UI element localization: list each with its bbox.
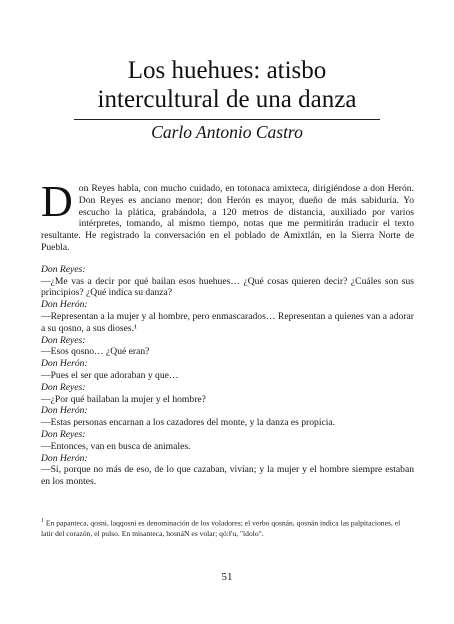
article-body xyxy=(41,177,414,488)
footnote-text: En papanteca, qosni, laqqosni es denominación de los voladores; el verbo qosnán, qosnán indica las palpitaciones, el latir del corazón, el pulso. En misanteca, hosnáN es volar; qó:ɬ'u, "ídolo". xyxy=(41,518,401,539)
intro-text: on Reyes habla, con mucho cuidado, en totonaca amixteca, dirigiéndose a don Herón. Don Reyes es anciano menor; don Herón es mayor, dueño de más sabiduría. Yo escucho la plática, grabándola, a 120 metros de distancia, auxiliado por varios intérpretes, tomando, al mismo tiempo, notas que me permitirán traducir el texto resultante. He registrado la conversación en el poblado de Amixtlán, en la Sierra Norte de Puebla. xyxy=(41,183,414,253)
speaker-label: Don Herón: xyxy=(41,452,88,464)
title-line-1: Los huehues: atisbo xyxy=(127,57,327,84)
dialogue-line: —Representan a la mujer y al hombre, pero enmascarados… Representan a quienes van a adorar a su qosno, a sus dioses.¹ xyxy=(41,310,414,334)
speaker-label: Don Herón: xyxy=(41,405,88,417)
author-name: Carlo Antonio Castro xyxy=(151,122,303,142)
dialogue-line: —Entonces, van en busca de animales. xyxy=(41,440,191,452)
speaker-label: Don Reyes: xyxy=(41,428,86,440)
intro-paragraph xyxy=(41,177,414,254)
speaker-label: Don Reyes: xyxy=(41,381,86,393)
speaker-label: Don Reyes: xyxy=(41,334,86,346)
footnote-mark: 1 xyxy=(41,518,44,524)
speaker-label: Don Herón: xyxy=(41,299,88,311)
drop-cap: D xyxy=(41,177,73,226)
dialogue-line: —Pues el ser que adoraban y que… xyxy=(41,369,179,381)
dialogue-line: —Estas personas encarnan a los cazadores del monte, y la danza es propicia. xyxy=(41,417,336,429)
dialogue-line: —¿Por qué bailaban la mujer y el hombre? xyxy=(41,393,206,405)
title-rule xyxy=(74,119,380,120)
speaker-label: Don Reyes: xyxy=(41,263,86,275)
speaker-label: Don Herón: xyxy=(41,358,88,370)
dialogue-line: —Esos qosno… ¿Qué eran? xyxy=(41,346,150,358)
article-title xyxy=(40,56,414,114)
page-number: 51 xyxy=(221,571,233,583)
title-line-2: intercultural de una danza xyxy=(97,86,357,113)
dialogue-line: —¿Me vas a decir por qué bailan esos huehues… ¿Qué cosas quieren decir? ¿Cuáles son sus principios? ¿Qué indica su danza? xyxy=(41,275,414,299)
dialogue xyxy=(41,264,414,488)
dialogue-line: —Sí, porque no más de eso, de lo que cazaban, vivían; y la mujer y el hombre siempre estaban en los montes. xyxy=(41,464,414,488)
footnote xyxy=(41,516,414,540)
